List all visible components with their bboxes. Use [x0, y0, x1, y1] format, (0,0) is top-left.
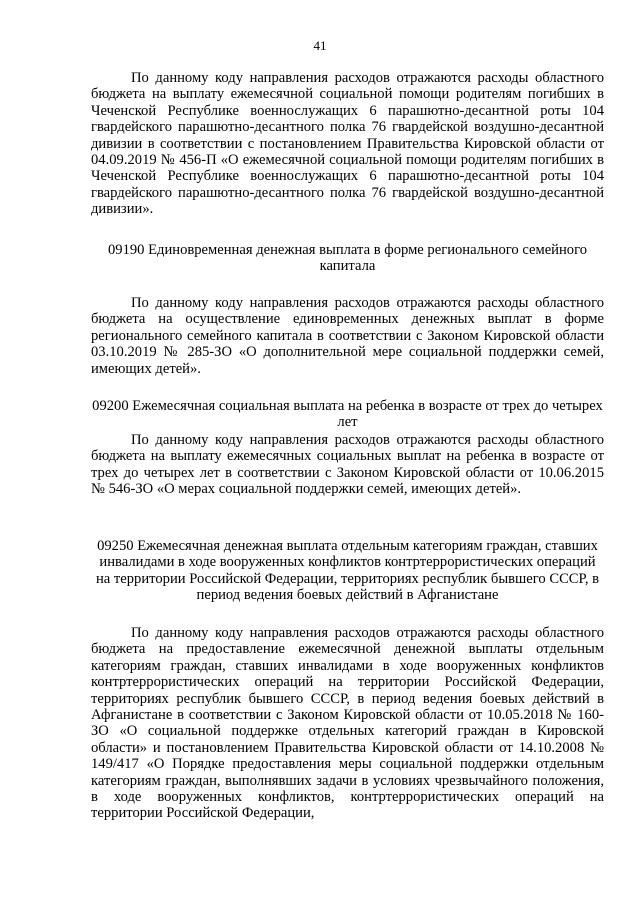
paragraph-4 — [91, 625, 604, 822]
paragraph-3 — [91, 432, 604, 498]
heading-09250 — [91, 538, 604, 604]
paragraph-2-text: По данному коду направления расходов отражаются расходы областного бюджета на осуществление единовременных денежных выплат в форме регионального семейного капитала в соответствии с Законом Кировской области 03.10.2019 № 285-ЗО «О дополнительной мере социальной поддержки семей, имеющих детей». — [91, 295, 604, 377]
paragraph-1-text: По данному коду направления расходов отражаются расходы областного бюджета на выплату ежемесячной социальной помощи родителям погибших в Чеченской Республике военнослужащих 6 парашютно-десантной роты 104 гвардейского парашютно-десантного полка 76 гвардейской воздушно-десантной дивизии в соответствии с постановлением Правительства Кировской области от 04.09.2019 № 456-П «О ежемесячной социальной помощи родителям погибших в Чеченской Республике военнослужащих 6 парашютно-десантной роты 104 гвардейского парашютно-десантного полка 76 гвардейской воздушно-десантной дивизии». — [91, 70, 604, 218]
heading-09200-text: 09200 Ежемесячная социальная выплата на ребенка в возрасте от трех до четырех лет — [92, 398, 603, 431]
paragraph-1 — [91, 70, 604, 218]
heading-09250-text: 09250 Ежемесячная денежная выплата отдельным категориям граждан, ставших инвалидами в ходе вооруженных конфликтов контртеррористических операций на территории Российской Федерации, территориях республик бывшего СССР, в период ведения боевых действий в Афганистане — [95, 538, 600, 604]
paragraph-4-text: По данному коду направления расходов отражаются расходы областного бюджета на предоставление ежемесячной денежной выплаты отдельным категориям граждан, ставших инвалидами в ходе вооруженных конфликтов контртеррористических операций на территории Российской Федерации, территориях республик бывшего СССР, в период ведения боевых действий в Афганистане в соответствии с Законом Кировской области от 10.05.2018 № 160-ЗО «О социальной поддержке отдельных категорий граждан в Кировской области» и постановлением Правительства Кировской области от 14.10.2008 № 149/417 «О Порядке предоставления меры социальной поддержки отдельным категориям граждан, выполнявших задачи в условиях чрезвычайного положения, в ходе вооруженных конфликтов, контртеррористических операций на территории Российской Федерации, — [91, 625, 604, 822]
heading-09190-text: 09190 Единовременная денежная выплата в форме регионального семейного капитала — [107, 242, 588, 275]
page-number: 41 — [313, 38, 327, 53]
heading-09200 — [91, 398, 604, 431]
paragraph-3-text: По данному коду направления расходов отражаются расходы областного бюджета на выплату ежемесячных социальных выплат на ребенка в возрасте от трех до четырех лет в соответствии с Законом Кировской области от 10.06.2015 № 546-ЗО «О мерах социальной поддержки семей, имеющих детей». — [91, 432, 604, 498]
heading-09190 — [91, 242, 604, 275]
paragraph-2 — [91, 295, 604, 377]
